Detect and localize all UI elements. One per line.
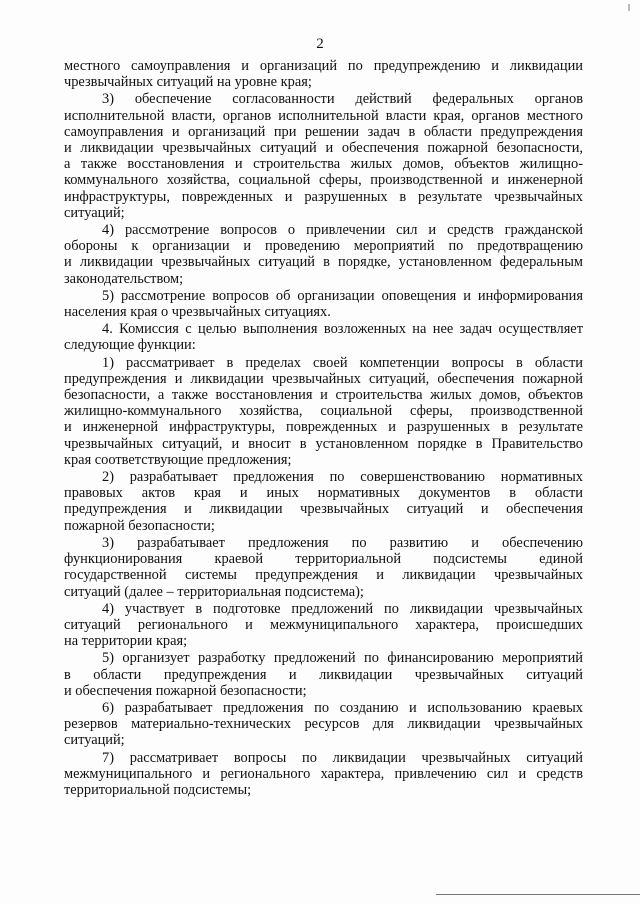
paragraph (64, 601, 583, 650)
text-line: 4) участвует в подготовке предложений по ликвидации чрезвычайных (102, 600, 583, 617)
text-line: ситуаций; (64, 732, 125, 749)
text-line: предупреждения и ликвидации чрезвычайных ситуаций, обеспечения пожарной (64, 370, 583, 387)
text-line: 3) разрабатывает предложения по развитию и обеспечению (102, 534, 583, 551)
text-line: функционирования краевой территориальной подсистемы единой (64, 551, 583, 568)
text-line: ситуаций регионального и межмуниципального характера, происшедших (64, 616, 583, 633)
text-line: 4) рассмотрение вопросов о привлечении сил и средств гражданской (102, 222, 583, 239)
paragraph (64, 288, 583, 320)
text-line: в области предупреждения и ликвидации чрезвычайных ситуаций (64, 666, 583, 683)
text-line: и ликвидации чрезвычайных ситуаций в порядке, установленном федеральным (64, 254, 583, 271)
text-line: чрезвычайных ситуаций, и вносит в установленном порядке в Правительство (64, 435, 583, 452)
text-line: обороны к организации и проведению мероприятий по предотвращению (64, 238, 583, 255)
text-line: 5) рассмотрение вопросов об организации оповещения и информирования (102, 287, 583, 304)
text-line: безопасности, а также восстановления и строительства жилых домов, объектов (64, 387, 583, 404)
text-line: ситуаций; (64, 204, 125, 221)
paragraph (64, 700, 583, 749)
text-line: жилищно-коммунального хозяйства, социальной сферы, производственной (64, 403, 583, 420)
paragraph (64, 222, 583, 287)
text-line: на территории края; (64, 633, 188, 650)
text-line: населения края о чрезвычайных ситуациях. (64, 304, 331, 321)
paragraph (64, 355, 583, 468)
text-line: 4. Комиссия с целью выполнения возложенных на нее задач осуществляет (102, 321, 583, 338)
document-body (64, 58, 583, 799)
text-line: 3) обеспечение согласованности действий федеральных органов (102, 91, 583, 108)
text-line: чрезвычайных ситуаций на уровне края; (64, 74, 312, 91)
text-line: правовых актов края и иных нормативных документов в области (64, 485, 583, 502)
text-line: коммунального хозяйства, социальной сферы, производственной и инженерной (64, 172, 583, 189)
text-line: инфраструктуры, поврежденных и разрушенных в результате чрезвычайных (64, 188, 583, 205)
text-line: 5) организует разработку предложений по финансированию мероприятий (102, 650, 583, 667)
text-line: законодательством; (64, 270, 184, 287)
text-line: пожарной безопасности; (64, 517, 215, 534)
text-line: 2) разрабатывает предложения по совершенствованию нормативных (102, 469, 583, 486)
text-line: резервов материально-технических ресурсов для ликвидации чрезвычайных (64, 716, 583, 733)
paragraph (64, 650, 583, 699)
text-line: и инженерной инфраструктуры, поврежденных и разрушенных в результате (64, 419, 583, 436)
text-line: исполнительной власти, органов исполнительной власти края, органов местного (64, 107, 583, 124)
text-line: 6) разрабатывает предложения по созданию и использованию краевых (102, 699, 583, 716)
text-line: 7) рассматривает вопросы по ликвидации чрезвычайных ситуаций (102, 749, 583, 766)
text-line: а также восстановления и строительства жилых домов, объектов жилищно- (64, 156, 583, 173)
paragraph (64, 750, 583, 799)
text-line: 1) рассматривает в пределах своей компетенции вопросы в области (102, 354, 583, 371)
text-line: ситуаций (далее – территориальная подсистема); (64, 583, 364, 600)
text-line: следующие функции: (64, 337, 196, 354)
bottom-rule (436, 894, 640, 895)
text-line: края соответствующие предложения; (64, 451, 292, 468)
paragraph (64, 535, 583, 600)
text-line: межмуниципального и регионального характера, привлечению сил и средств (64, 765, 583, 782)
text-line: территориальной подсистемы; (64, 781, 252, 798)
text-line: и ликвидации чрезвычайных ситуаций и обеспечения пожарной безопасности, (64, 140, 583, 157)
paragraph (64, 321, 583, 353)
text-line: государственной системы предупреждения и ликвидации чрезвычайных (64, 567, 583, 584)
text-line: и обеспечения пожарной безопасности; (64, 682, 307, 699)
page-number: 2 (316, 36, 324, 52)
paragraph (64, 469, 583, 534)
scan-mark (628, 4, 630, 11)
text-line: самоуправления и организаций при решении задач в области предупреждения (64, 123, 583, 140)
paragraph (64, 58, 583, 90)
text-line: предупреждения и ликвидации чрезвычайных ситуаций и обеспечения (64, 501, 583, 518)
text-line: местного самоуправления и организаций по предупреждению и ликвидации (64, 58, 583, 74)
paragraph (64, 91, 583, 221)
